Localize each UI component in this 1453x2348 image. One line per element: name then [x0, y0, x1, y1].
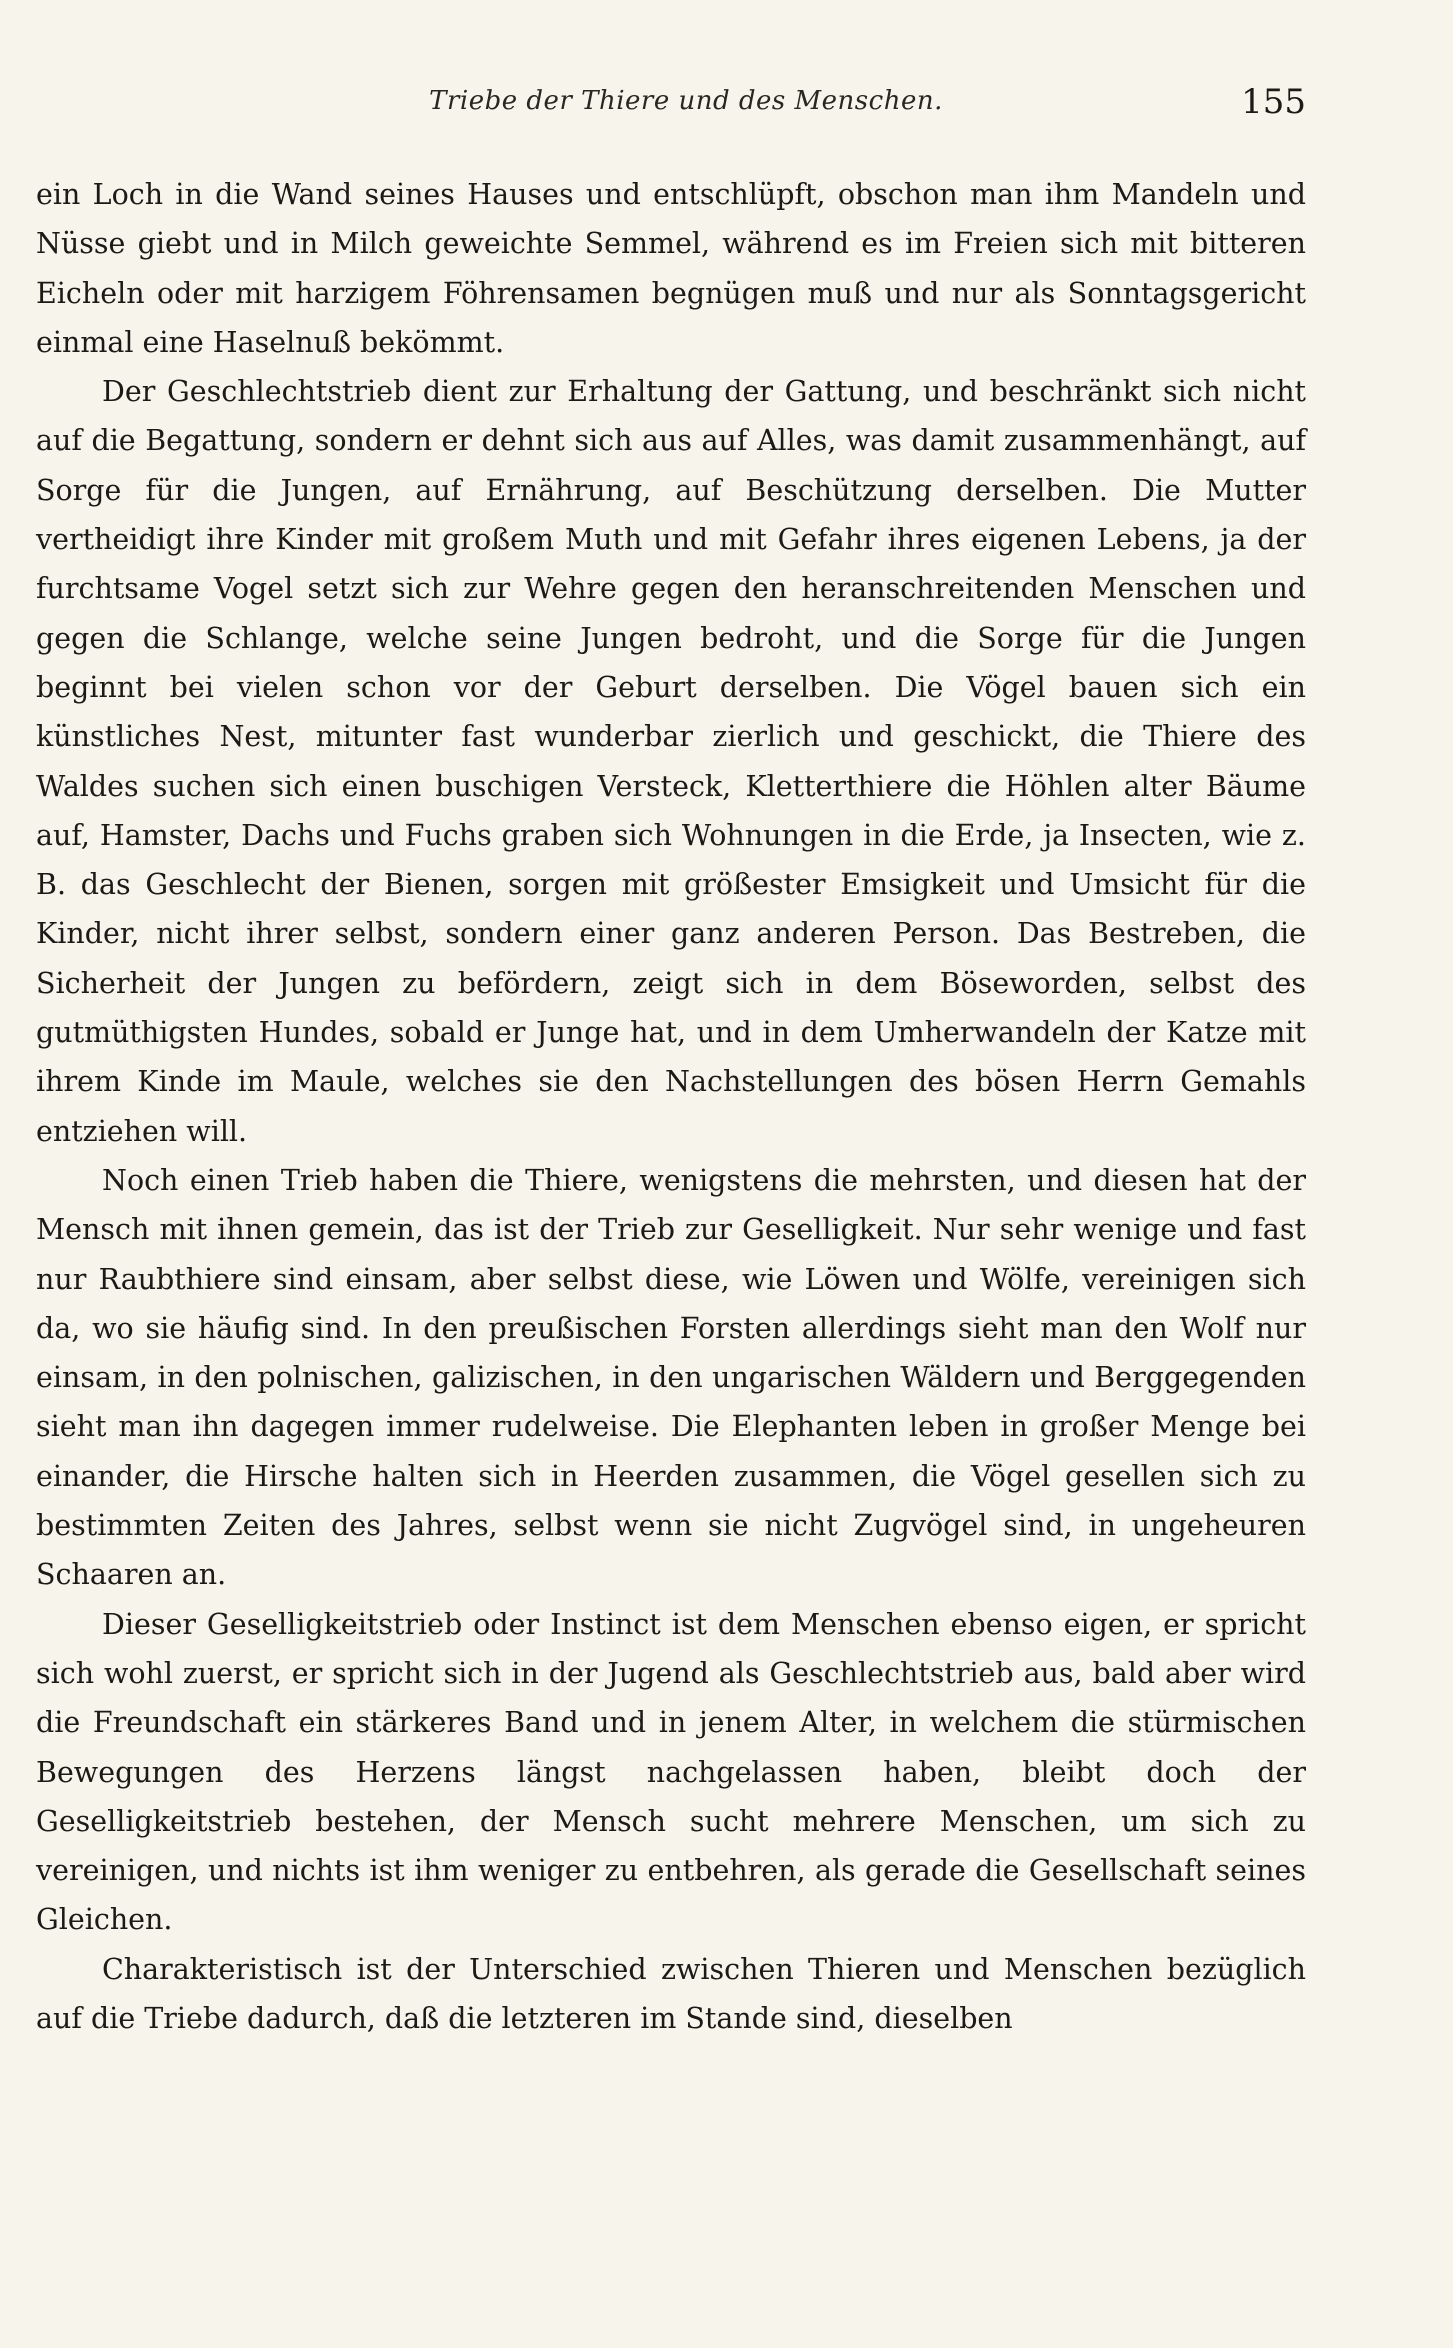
paragraph-continuation: ein Loch in die Wand seines Hauses und entschlüpft, obschon man ihm Mandeln und Nüsse giebt und in Milch geweichte Semmel, während es im Freien sich mit bitteren Eicheln oder mit harzigem Föhrensamen begnügen muß und nur als Sonntagsgericht einmal eine Haselnuß bekömmt.: [36, 178, 1306, 359]
running-title: Triebe der Thiere und des Menschen.: [429, 86, 943, 116]
page-header: [36, 82, 1306, 126]
body-text: [36, 170, 1306, 2043]
paragraph: Der Geschlechtstrieb dient zur Erhaltung der Gattung, und beschränkt sich nicht auf die Begattung, sondern er dehnt sich aus auf Alles, was damit zusammenhängt, auf Sorge für die Jungen, auf Ernährung, auf Beschützung derselben. Die Mutter vertheidigt ihre Kinder mit großem Muth und mit Gefahr ihres eigenen Lebens, ja der furchtsame Vogel setzt sich zur Wehre gegen den heranschreitenden Menschen und gegen die Schlange, welche seine Jungen bedroht, und die Sorge für die Jungen beginnt bei vielen schon vor der Geburt derselben. Die Vögel bauen sich ein künstliches Nest, mitunter fast wunderbar zierlich und geschickt, die Thiere des Waldes suchen sich einen buschigen Versteck, Kletterthiere die Höhlen alter Bäume auf, Hamster, Dachs und Fuchs graben sich Wohnungen in die Erde, ja Insecten, wie z. B. das Geschlecht der Bienen, sorgen mit größester Emsigkeit und Umsicht für die Kinder, nicht ihrer selbst, sondern einer ganz anderen Person. Das Bestreben, die Sicherheit der Jungen zu befördern, zeigt sich in dem Böseworden, selbst des gutmüthigsten Hundes, sobald er Junge hat, und in dem Umherwandeln der Katze mit ihrem Kinde im Maule, welches sie den Nachstellungen des bösen Herrn Gemahls entziehen will.: [36, 375, 1306, 1148]
paragraph: Dieser Geselligkeitstrieb oder Instinct ist dem Menschen ebenso eigen, er spricht sich wohl zuerst, er spricht sich in der Jugend als Geschlechtstrieb aus, bald aber wird die Freundschaft ein stärkeres Band und in jenem Alter, in welchem die stürmischen Bewegungen des Herzens längst nachgelassen haben, bleibt doch der Geselligkeitstrieb bestehen, der Mensch sucht mehrere Menschen, um sich zu vereinigen, und nichts ist ihm weniger zu entbehren, als gerade die Gesellschaft seines Gleichen.: [36, 1607, 1306, 1937]
page-number: 155: [1241, 82, 1306, 122]
paragraph: Charakteristisch ist der Unterschied zwischen Thieren und Menschen bezüglich auf die Triebe dadurch, daß die letzteren im Stande sind, dieselben: [36, 1952, 1306, 2035]
paragraph: Noch einen Trieb haben die Thiere, wenigstens die mehrsten, und diesen hat der Mensch mit ihnen gemein, das ist der Trieb zur Geselligkeit. Nur sehr wenige und fast nur Raubthiere sind einsam, aber selbst diese, wie Löwen und Wölfe, vereinigen sich da, wo sie häufig sind. In den preußischen Forsten allerdings sieht man den Wolf nur einsam, in den polnischen, galizischen, in den ungarischen Wäldern und Berggegenden sieht man ihn dagegen immer rudelweise. Die Elephanten leben in großer Menge bei einander, die Hirsche halten sich in Heerden zusammen, die Vögel gesellen sich zu bestimmten Zeiten des Jahres, selbst wenn sie nicht Zugvögel sind, in ungeheuren Schaaren an.: [36, 1163, 1306, 1592]
